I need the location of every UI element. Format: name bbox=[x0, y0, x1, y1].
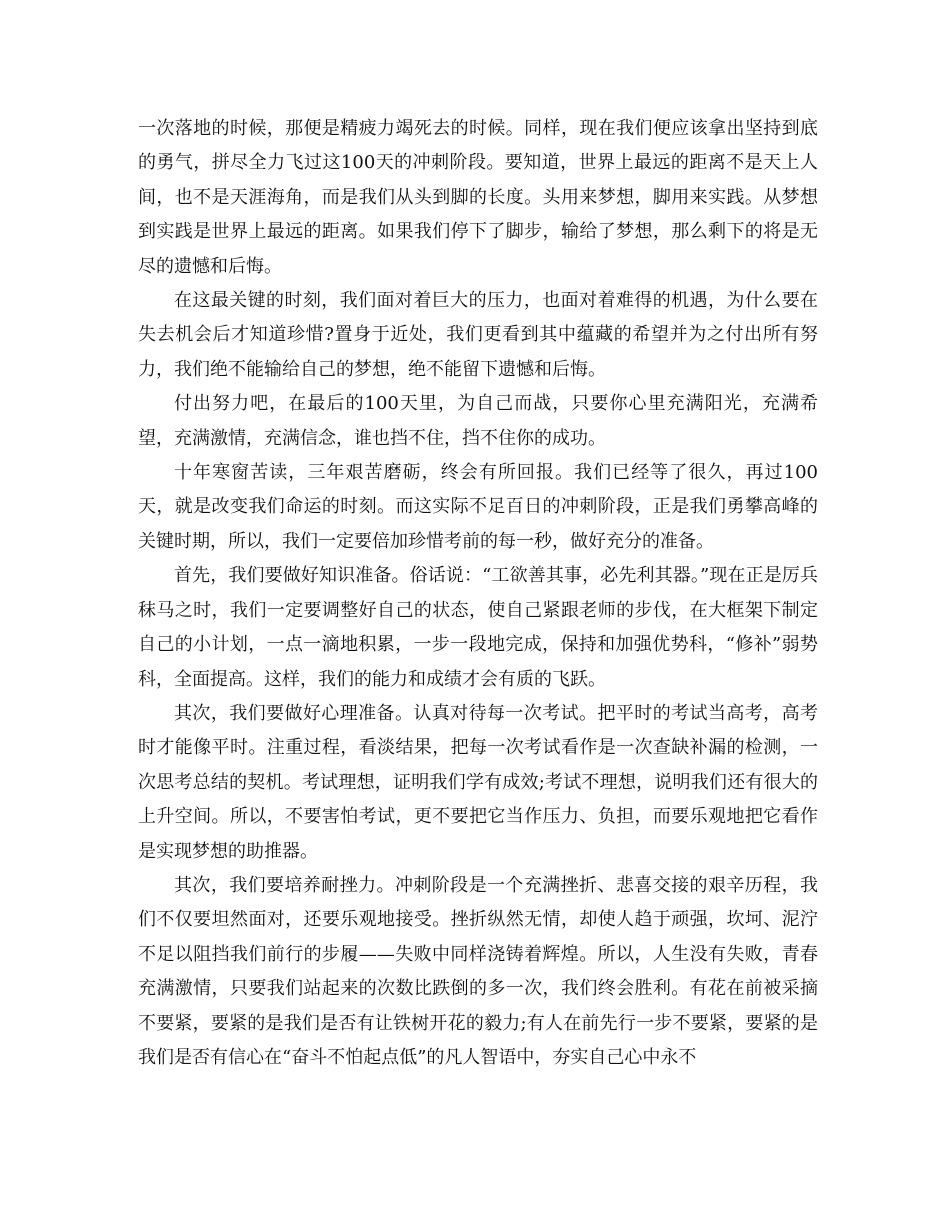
paragraph: 在这最关键的时刻，我们面对着巨大的压力，也面对着难得的机遇，为什么要在失去机会后才知道珍惜?置身于近处，我们更看到其中蕴藏的希望并为之付出所有努力，我们绝不能输给自己的梦想，绝不能留下遗憾和后悔。 bbox=[138, 290, 818, 380]
paragraph: 其次，我们要培养耐挫力。冲刺阶段是一个充满挫折、悲喜交接的艰辛历程，我们不仅要坦然面对，还要乐观地接受。挫折纵然无情，却使人趋于顽强，坎坷、泥泞不足以阻挡我们前行的步履——失败中同样浇铸着辉煌。所以，人生没有失败，青春充满激情，只要我们站起来的次数比跌倒的多一次，我们终会胜利。有花在前被采摘不要紧，要紧的是我们是否有让铁树开花的毅力;有人在前先行一步不要紧，要紧的是我们是否有信心在“奋斗不怕起点低”的凡人智语中，夯实自己心中永不 bbox=[138, 874, 818, 1068]
paragraph: 付出努力吧，在最后的100天里，为自己而战，只要你心里充满阳光，充满希望，充满激情，充满信念，谁也挡不住，挡不住你的成功。 bbox=[138, 393, 818, 449]
paragraph: 其次，我们要做好心理准备。认真对待每一次考试。把平时的考试当高考，高考时才能像平时。注重过程，看淡结果，把每一次考试看作是一次查缺补漏的检测，一次思考总结的契机。考试理想，证明我们学有成效;考试不理想，说明我们还有很大的上升空间。所以，不要害怕考试，更不要把它当作压力、负担，而要乐观地把它看作是实现梦想的助推器。 bbox=[138, 702, 818, 862]
paragraph: 一次落地的时候，那便是精疲力竭死去的时候。同样，现在我们便应该拿出坚持到底的勇气，拼尽全力飞过这100天的冲刺阶段。要知道，世界上最远的距离不是天上人间，也不是天涯海角，而是我们从头到脚的长度。头用来梦想，脚用来实践。从梦想到实践是世界上最远的距离。如果我们停下了脚步，输给了梦想，那么剩下的将是无尽的遗憾和后悔。 bbox=[138, 118, 818, 277]
paragraph: 十年寒窗苦读，三年艰苦磨砺，终会有所回报。我们已经等了很久，再过100天，就是改变我们命运的时刻。而这实际不足百日的冲刺阶段，正是我们勇攀高峰的关键时期，所以，我们一定要倍加珍惜考前的每一秒，做好充分的准备。 bbox=[138, 462, 818, 552]
document-body bbox=[138, 112, 818, 1075]
paragraph: 首先，我们要做好知识准备。俗话说：“工欲善其事，必先利其器。”现在正是厉兵秣马之时，我们一定要调整好自己的状态，使自己紧跟老师的步伐，在大框架下制定自己的小计划，一点一滴地积累，一步一段地完成，保持和加强优势科，“修补”弱势科，全面提高。这样，我们的能力和成绩才会有质的飞跃。 bbox=[138, 565, 818, 690]
